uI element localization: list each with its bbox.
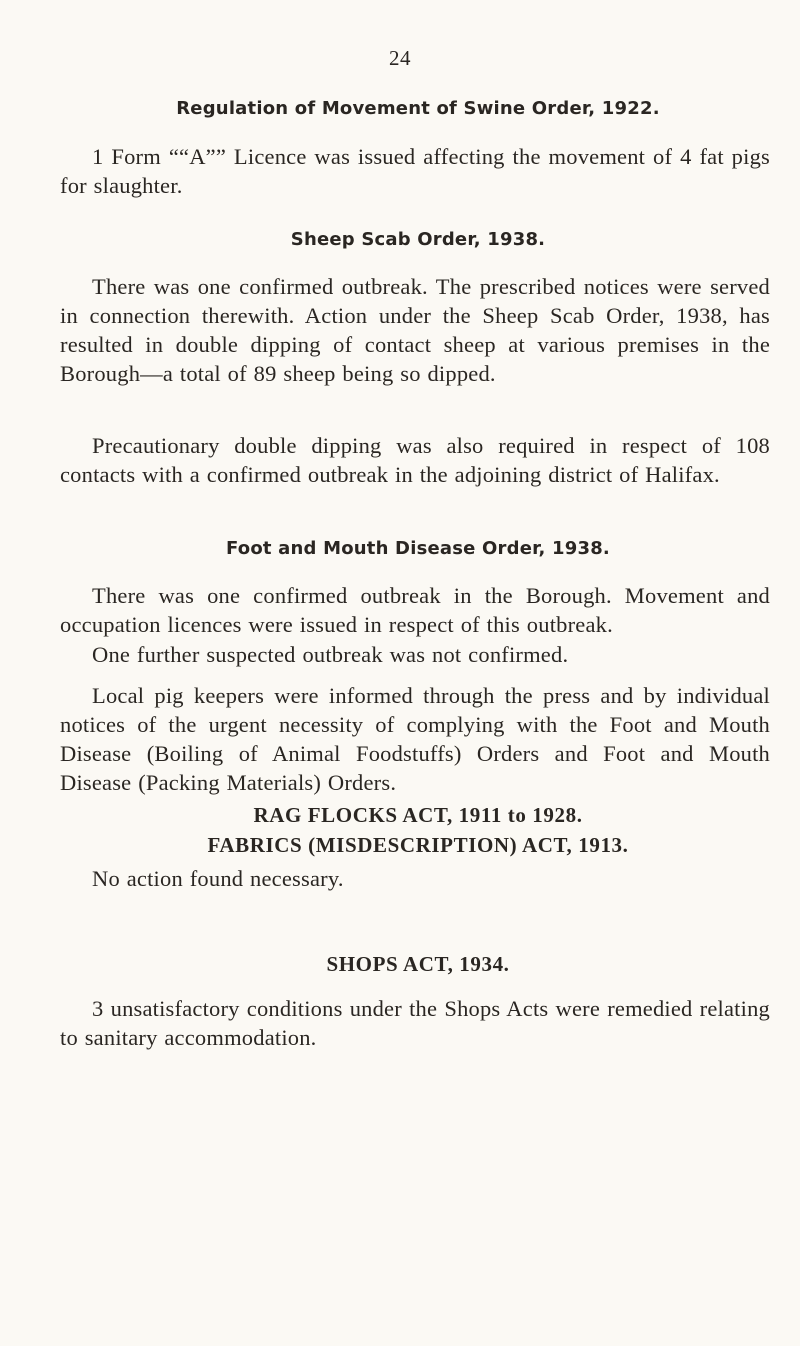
page-number: 24 (389, 46, 411, 70)
paragraph-foot-mouth-notices: Local pig keepers were informed through the press and by individual notices of the urgent necessity of complying with the Foot and Mouth Disease (Boiling of Animal Foodstuffs) Orders and Foot and Mouth Disease (Packing Materials) Orders. (60, 683, 770, 795)
heading-sheep-scab-order: Sheep Scab Order, 1938. (290, 229, 546, 250)
paragraph-shops-conditions: 3 unsatisfactory conditions under the Shops Acts were remedied relating to sanitary accommodation. (60, 996, 770, 1050)
paragraph-foot-mouth-suspected: One further suspected outbreak was not confirmed. (92, 642, 569, 667)
paragraph-foot-mouth-outbreak: There was one confirmed outbreak in the Borough. Movement and occupation licences were issued in respect of this outbreak. (60, 583, 770, 637)
heading-rag-flocks-act: RAG FLOCKS ACT, 1911 to 1928. (253, 803, 583, 827)
paragraph-swine-licence: 1 Form ““A”” Licence was issued affecting the movement of 4 fat pigs for slaughter. (60, 144, 770, 198)
heading-foot-mouth-order: Foot and Mouth Disease Order, 1938. (226, 538, 610, 559)
heading-swine-order: Regulation of Movement of Swine Order, 1922. (176, 98, 660, 119)
paragraph-no-action: No action found necessary. (92, 866, 344, 891)
paragraph-sheep-precautionary: Precautionary double dipping was also required in respect of 108 contacts with a confirmed outbreak in the adjoining district of Halifax. (60, 433, 770, 487)
heading-fabrics-act: FABRICS (MISDESCRIPTION) ACT, 1913. (207, 833, 629, 857)
heading-shops-act: SHOPS ACT, 1934. (326, 952, 510, 976)
paragraph-sheep-outbreak: There was one confirmed outbreak. The prescribed notices were served in connection therewith. Action under the Sheep Scab Order, 1938, has resulted in double dipping of contact sheep at various premises in the Borough—a total of 89 sheep being so dipped. (60, 274, 770, 386)
